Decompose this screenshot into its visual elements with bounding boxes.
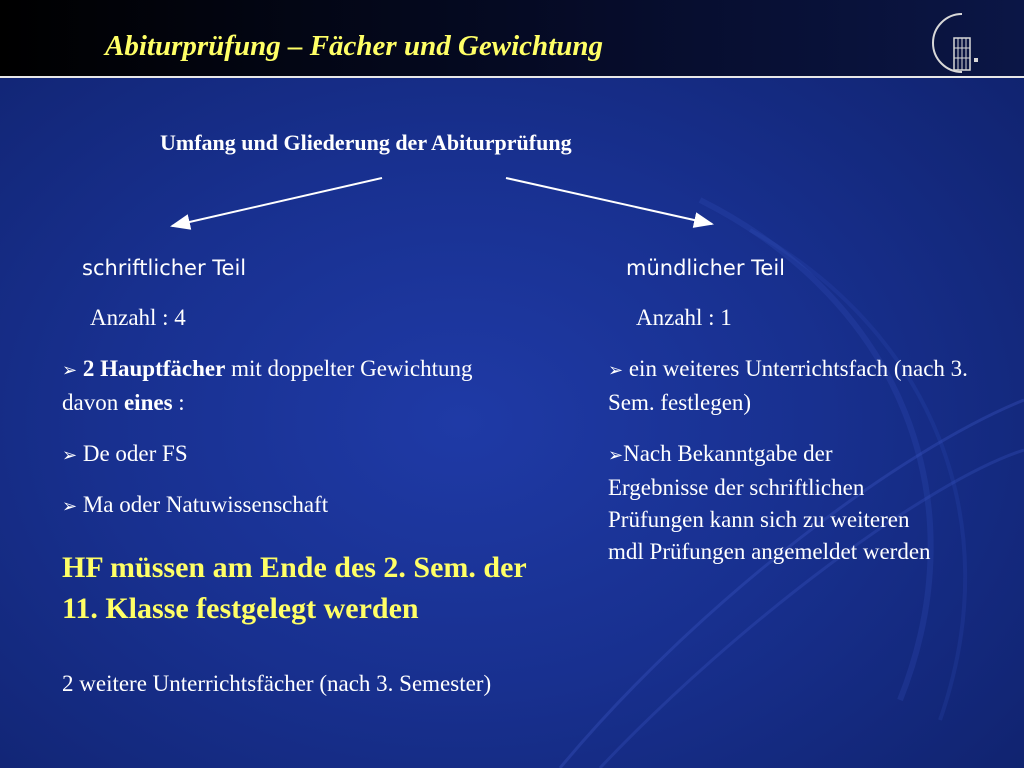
- list-item: [608, 353, 978, 419]
- highlight-text: HF müssen am Ende des 2. Sem. der 11. Klasse festgelegt werden: [62, 551, 527, 625]
- arrowhead-bullet-icon: ➢: [62, 496, 78, 517]
- bullet-text: Ma oder Natuwissenschaft: [82, 492, 329, 517]
- list-item: [62, 438, 502, 472]
- written-part-label: schriftlicher Teil: [82, 256, 247, 280]
- bullet-text: Nach Bekanntgabe der Ergebnisse der schriftlichen Prüfungen kann sich zu weiteren mdl Prüfungen angemeldet werden: [608, 441, 931, 564]
- bullet-text-end: :: [172, 390, 185, 415]
- arrowhead-bullet-icon: ➢: [608, 360, 624, 381]
- written-count: Anzahl : 4: [90, 305, 186, 330]
- main-subjects-bold: 2 Hauptfächer: [82, 356, 226, 381]
- oral-count: Anzahl : 1: [636, 305, 732, 330]
- bullet-bold: eines: [123, 390, 173, 415]
- note-text: 2 weitere Unterrichtsfächer (nach 3. Semester): [62, 671, 492, 696]
- bullet-text: ein weiteres Unterrichtsfach (nach 3. Sem. festlegen): [608, 356, 968, 415]
- arrowhead-bullet-icon: ➢: [62, 445, 78, 466]
- list-item: [62, 489, 502, 523]
- bullet-text: mit doppelter Gewichtung davon: [62, 356, 473, 415]
- list-item: [62, 353, 502, 419]
- arrow-left: [172, 178, 382, 226]
- arrow-right: [506, 178, 712, 224]
- oral-part-label: mündlicher Teil: [626, 256, 786, 280]
- slide-title: Abiturprüfung – Fächer und Gewichtung: [105, 30, 603, 62]
- section-heading: Umfang und Gliederung der Abiturprüfung: [160, 130, 572, 155]
- arrowhead-bullet-icon: ➢: [62, 360, 78, 381]
- arrowhead-bullet-icon: ➢: [608, 445, 624, 466]
- bullet-text: De oder FS: [82, 441, 188, 466]
- list-item: [608, 438, 938, 568]
